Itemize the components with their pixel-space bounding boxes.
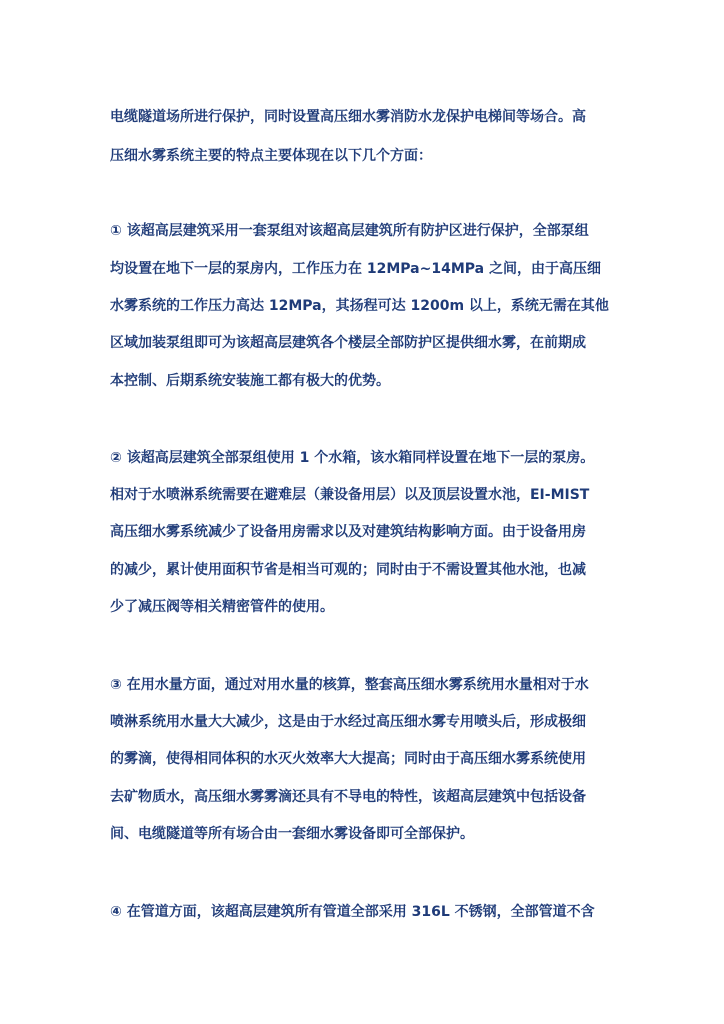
text-line: 压细水雾系统主要的特点主要体现在以下几个方面： <box>110 148 432 164</box>
text-line: 区域加装泵组即可为该超高层建筑各个楼层全部防护区提供细水雾，在前期成 <box>110 335 586 351</box>
text-line: 喷淋系统用水量大大减少，这是由于水经过高压细水雾专用喷头后，形成极细 <box>110 714 586 730</box>
text-line: 本控制、后期系统安装施工都有极大的优势。 <box>110 373 390 389</box>
text-line: ④ 在管道方面，该超高层建筑所有管道全部采用 316L 不锈钢，全部管道不含 <box>110 904 595 920</box>
text-line: 电缆隧道场所进行保护，同时设置高压细水雾消防水龙保护电梯间等场合。高 <box>110 109 586 125</box>
text-line: 的雾滴，使得相同体积的水灭火效率大大提高；同时由于高压细水雾系统使用 <box>110 751 586 767</box>
text-line: 间、电缆隧道等所有场合由一套细水雾设备即可全部保护。 <box>110 826 474 842</box>
text-line: ③ 在用水量方面，通过对用水量的核算，整套高压细水雾系统用水量相对于水 <box>110 677 589 693</box>
text-line: 水雾系统的工作压力高达 12MPa，其扬程可达 1200m 以上，系统无需在其他 <box>110 298 609 314</box>
text-line: 去矿物质水，高压细水雾雾滴还具有不导电的特性，该超高层建筑中包括设备 <box>110 789 586 805</box>
text-line: 高压细水雾系统减少了设备用房需求以及对建筑结构影响方面。由于设备用房 <box>110 524 586 540</box>
text-line: 均设置在地下一层的泵房内，工作压力在 12MPa~14MPa 之间，由于高压细 <box>110 261 601 277</box>
text-line: ② 该超高层建筑全部泵组使用 1 个水箱，该水箱同样设置在地下一层的泵房。 <box>110 450 595 466</box>
text-line: 的减少，累计使用面积节省是相当可观的；同时由于不需设置其他水池，也减 <box>110 562 586 578</box>
text-line: ① 该超高层建筑采用一套泵组对该超高层建筑所有防护区进行保护，全部泵组 <box>110 223 589 239</box>
text-line: 少了减压阀等相关精密管件的使用。 <box>110 599 334 615</box>
text-line: 相对于水喷淋系统需要在避难层（兼设备用层）以及顶层设置水池，EI-MIST <box>110 487 590 503</box>
